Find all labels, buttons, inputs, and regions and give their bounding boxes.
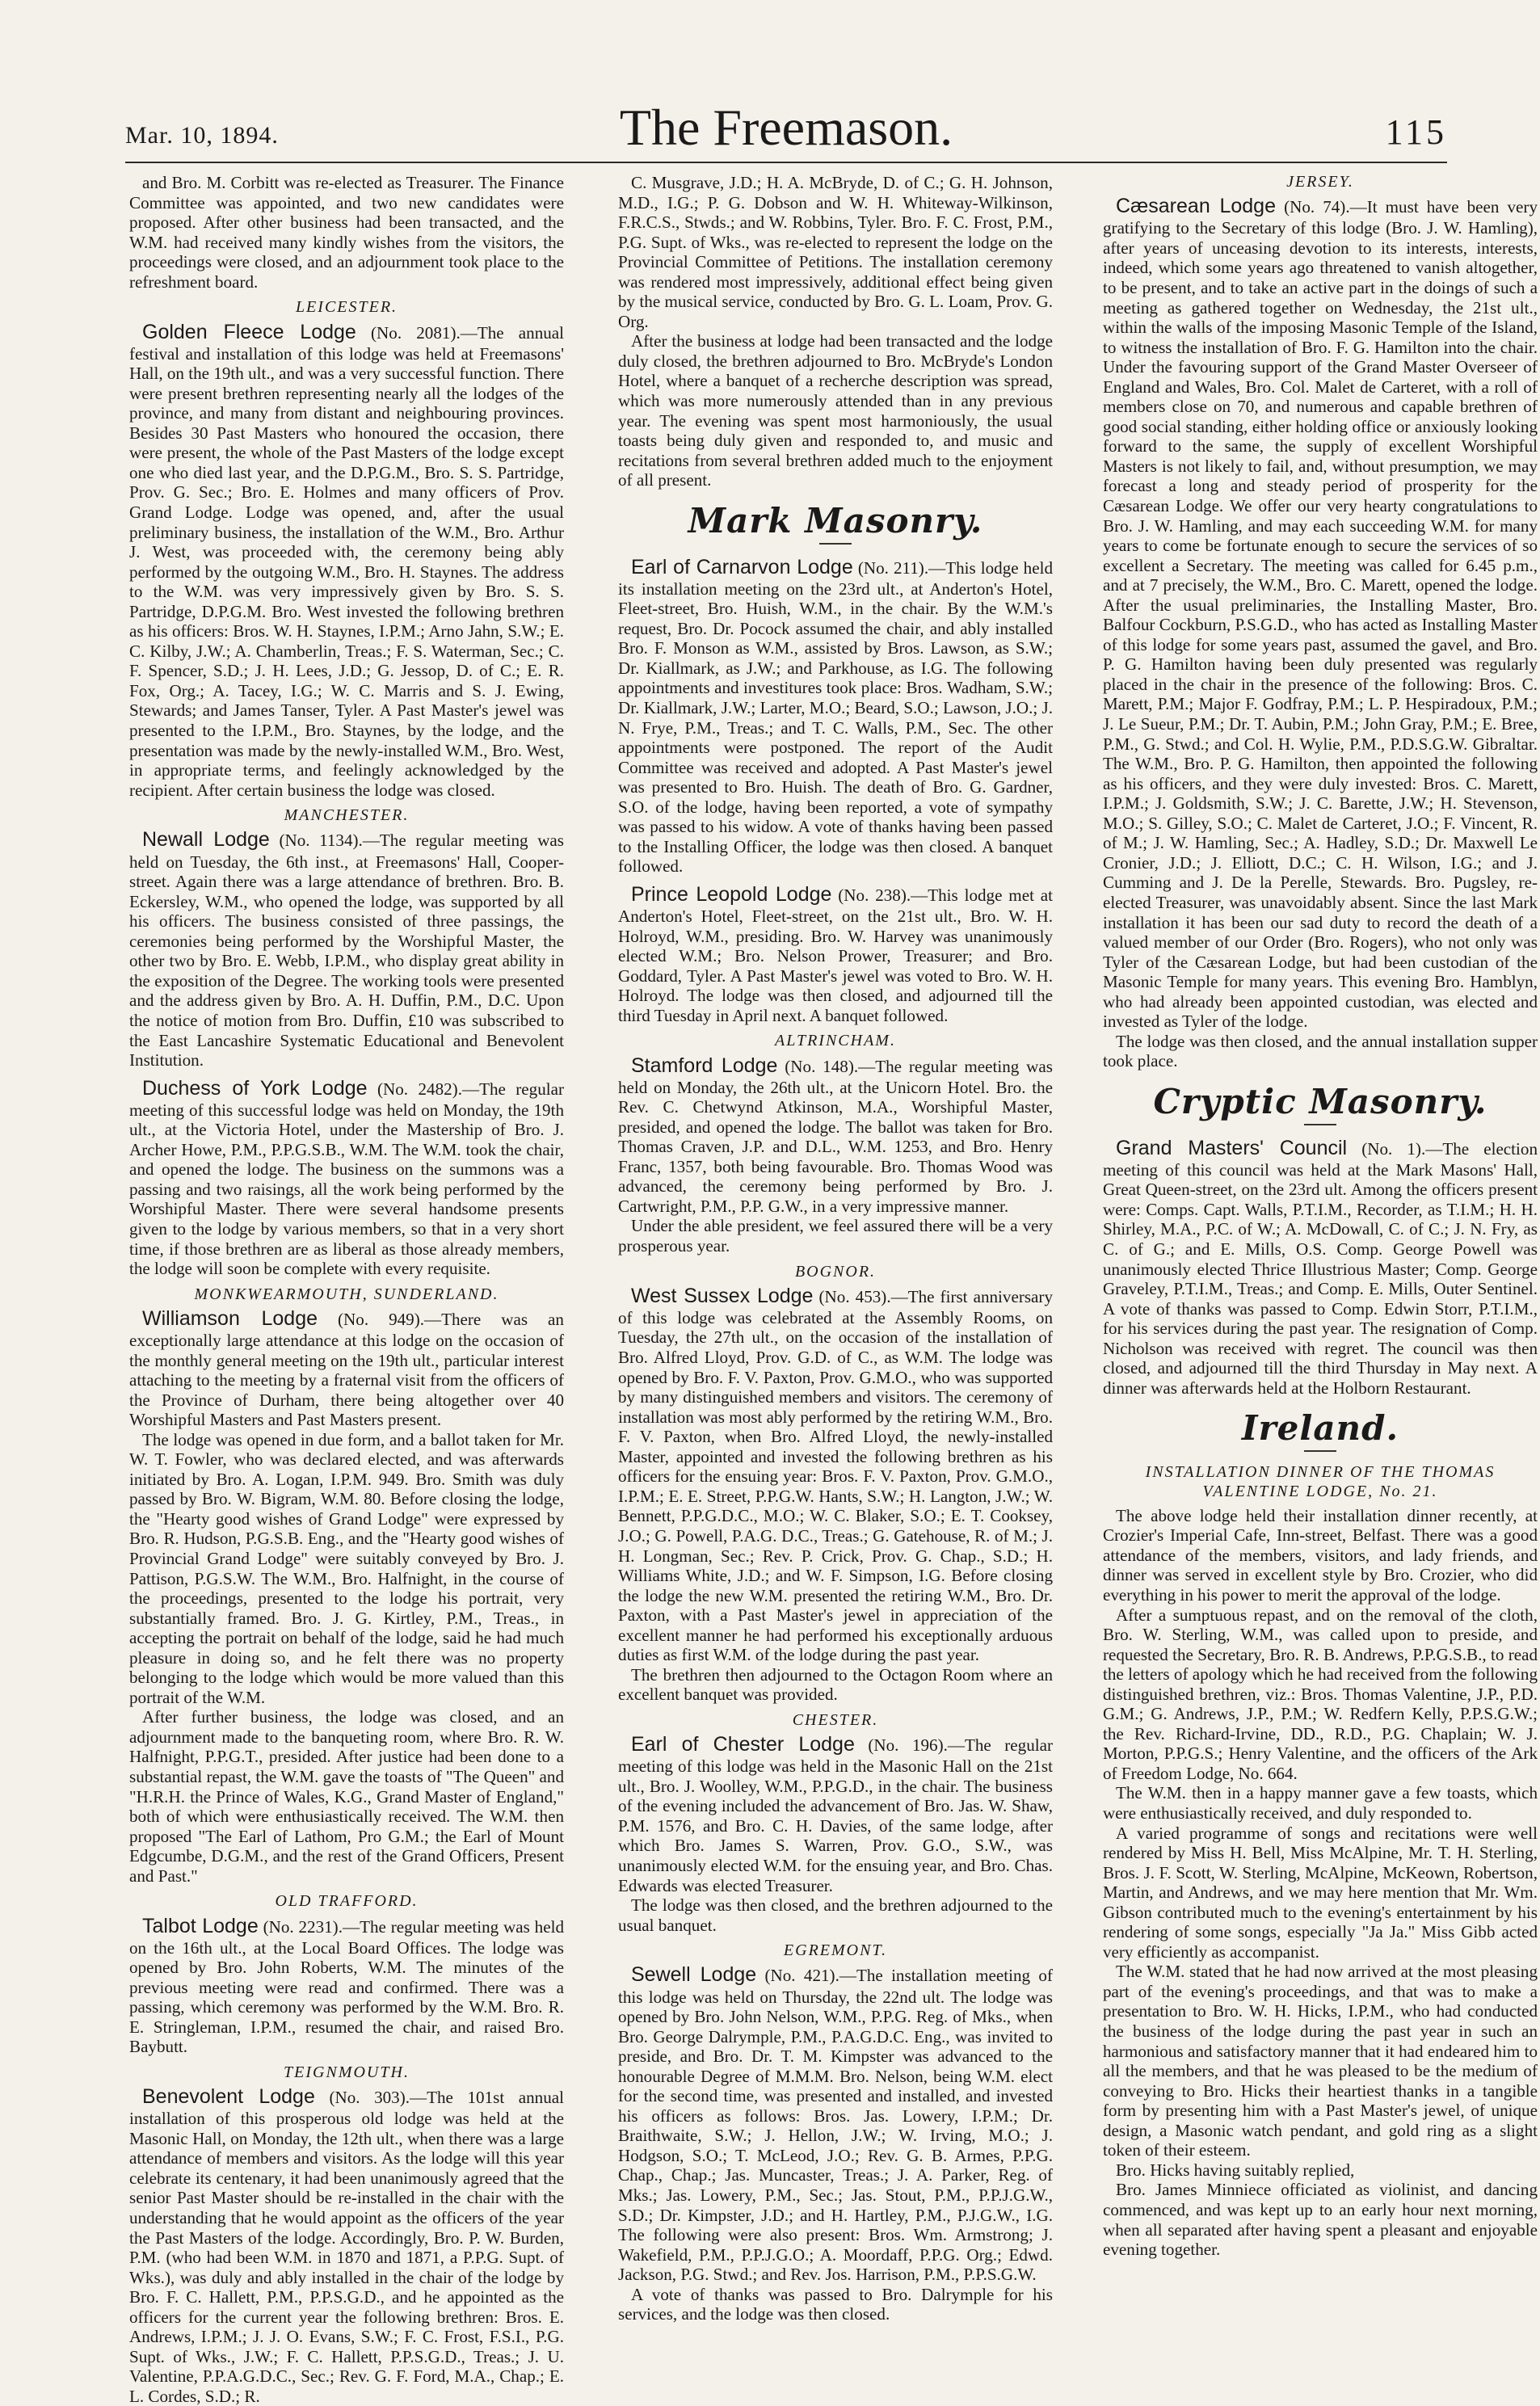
article-paragraph: After further business, the lodge was closed, and an adjournment made to the banqueting room, where Bro. R. W. Halfnight, P.P.G.T., presided. After justice had been done to a substantial repast, the W.M. gave the toasts of "The Queen" and "H.R.H. the Prince of Wales, K.G., Grand Master of England," both of which were enthusiastically received. The W.M. then proposed "The Earl of Lathom, Pro G.M.; the Earl of Mount Edgcumbe, D.G.M., and the rest of the Grand Officers, Present and Past." bbox=[129, 1707, 564, 1886]
section-place-teignmouth: TEIGNMOUTH. bbox=[284, 2063, 410, 2081]
lodge-name: Earl of Chester Lodge bbox=[631, 1733, 855, 1756]
divider bbox=[819, 543, 852, 545]
article-paragraph: A vote of thanks was passed to Bro. Dalrymple for his services, and the lodge was then closed. bbox=[618, 2284, 1053, 2324]
article-newall bbox=[129, 828, 564, 1070]
lodge-number: (No. 1). bbox=[1361, 1138, 1426, 1159]
lodge-name: Newall Lodge bbox=[142, 828, 270, 852]
article-body: —The annual festival and installation of this lodge was held at Freemasons' Hall, on the 19th ult., and was a very successful function. There were present brethren representing nearly all the lodges of the province, and many from distant and neighbouring provinces. Besides 30 Past Masters who honoured the occasion, there were present, the whole of the Past Masters of the lodge except one who died last year, and the D.P.G.M., Bro. S. S. Partridge, Prov. G. Sec.; Bro. E. Holmes and many officers of Prov. Grand Lodge. Lodge was opened, and, after the usual preliminary business, the installation of the W.M., Bro. Arthur J. West, was proceeded with, the ceremony being ably performed by the outgoing W.M., Bro. H. Staynes. The address to the W.M. was very impressively given by Bro. S. S. Partridge, D.P.G.M. Bro. West invested the following brethren as his officers: Bros. W. H. Staynes, I.P.M.; Arno Jahn, S.W.; E. C. Kilby, J.W.; A. Chamberlin, Treas.; F. S. Waterman, Sec.; C. F. Spencer, S.D.; J. H. Lees, J.D.; G. Jessop, D. of C.; E. R. Fox, Org.; A. Tacey, I.G.; W. C. Marris and S. J. Ewing, Stewards; and James Tanser, Tyler. A Past Master's jewel was presented to the I.P.M., Bro. Staynes, by the lodge, and the presentation was made by the newly-installed W.M., Bro. West, in appropriate terms, and feelingly acknowledged by the recipient. After certain business the lodge was closed. bbox=[129, 322, 565, 800]
lodge-number: (No. 453). bbox=[818, 1286, 891, 1306]
article-paragraph: Under the able president, we feel assured there will be a very prosperous year. bbox=[618, 1216, 1053, 1256]
lodge-number: (No. 303). bbox=[329, 2088, 410, 2108]
article-body: —This lodge held its installation meeting on the 23rd ult., at Anderton's Hotel, Fleet-street, Bro. Huish, W.M., in the chair. By the W.M.'s request, Bro. Dr. Pocock assumed the chair, and ably installed Bro. F. Monson as W.M., assisted by Bros. Lawson, as S.W.; Dr. Kiallmark, as J.W.; and Parkhouse, as I.G. The following appointments and investitures took place: Bros. Wadham, S.W.; Dr. Kiallmark, J.W.; Larter, M.O.; Beard, S.O.; Lawson, J.O.; J. N. Frye, P.M., Treas.; and T. C. Walls, P.M., Sec. The other appointments were postponed. The report of the Audit Committee was received and adopted. A Past Master's jewel was presented to Bro. Huish. The death of Bro. G. Gardner, S.O. of the lodge, having been reported, a vote of sympathy was passed to his widow. A vote of thanks having been passed to the Installing Officer, the lodge was then closed. A banquet followed. bbox=[618, 557, 1053, 877]
lodge-number: (No. 238). bbox=[838, 885, 911, 905]
lodge-name: Benevolent Lodge bbox=[142, 2085, 315, 2109]
lodge-name: Golden Fleece Lodge bbox=[142, 320, 356, 343]
divider bbox=[1304, 1450, 1336, 1452]
article-paragraph: A varied programme of songs and recitations were well rendered by Miss H. Bell, Miss McAlpine, Mr. T. H. Sterling, Bros. J. F. Scott, W. Sterling, McAlpine, McKeown, Robertson, Martin, and Andrews, and we may here mention that Mr. Wm. Gibson contributed much to the evening's entertainment by his rendering of some songs, especially "Ja Ja." Miss Gibb acted very efficiently as accompanist. bbox=[1103, 1823, 1538, 1962]
divider bbox=[1304, 1124, 1336, 1125]
article-west-sussex bbox=[618, 1285, 1053, 1665]
article-stamford bbox=[618, 1054, 1053, 1217]
lodge-number: (No. 421). bbox=[764, 1966, 839, 1986]
lodge-name: Duchess of York Lodge bbox=[142, 1076, 368, 1100]
section-place-altrincham: ALTRINCHAM. bbox=[775, 1032, 896, 1050]
article-williamson bbox=[129, 1307, 564, 1430]
article-body: —The regular meeting was held on Tuesday, the 6th inst., at Freemasons' Hall, Cooper-street. Again there was a large attendance of brethren. Bro. B. Eckersley, W.M., who opened the lodge, was supported by all his officers. The business consisted of three passings, the ceremonies being performed by the Worshipful Master, the other two by Bro. E. Webb, I.P.M., who display great ability in the exposition of the Degree. The working tools were presented and the address given by Bro. A. H. Duffin, P.M., D.C. Upon the notice of motion from Bro. Duffin, £10 was subscribed to the East Lancashire Systematic Educational and Benevolent Institution. bbox=[129, 831, 564, 1071]
lodge-number: (No. 949). bbox=[338, 1309, 425, 1329]
section-place-bognor: BOGNOR. bbox=[794, 1262, 877, 1281]
lodge-name: Stamford Lodge bbox=[631, 1054, 778, 1077]
article-paragraph: The above lodge held their installation dinner recently, at Crozier's Imperial Cafe, Inn-street, Belfast. There was a good attendance of the members, visitors, and lady friends, and dinner was served in excellent style by Bro. Crozier, who did everything in his power to merit the approval of the lodge. bbox=[1103, 1505, 1538, 1605]
article-earl-of-chester bbox=[618, 1733, 1053, 1895]
column-2 bbox=[618, 173, 1053, 2324]
lodge-name: Williamson Lodge bbox=[142, 1306, 318, 1330]
article-sewell bbox=[618, 1963, 1053, 2284]
article-paragraph: Bro. James Minniece officiated as violinist, and dancing commenced, and was kept up to an early hour next morning, when all separated after having spent a pleasant and enjoyable evening together. bbox=[1103, 2180, 1538, 2260]
article-paragraph: The lodge was then closed, and the brethren adjourned to the usual banquet. bbox=[618, 1895, 1053, 1935]
lodge-number: (No. 74). bbox=[1284, 197, 1350, 217]
article-benevolent bbox=[129, 2085, 564, 2406]
newspaper-title: The Freemason. bbox=[619, 99, 953, 156]
article-golden-fleece bbox=[129, 321, 564, 801]
section-heading-ireland: Ireland. bbox=[1241, 1408, 1399, 1449]
article-body: —The 101st annual installation of this prosperous old lodge was held at the Masonic Hall, on Monday, the 12th ult., when there was a large attendance of members and visitors. As the lodge will this year celebrate its centenary, it had been unanimously agreed that the senior Past Master should be re-installed in the chair with the understanding that he would appoint as the officers of the year the Past Masters of the lodge. Accordingly, Bro. P. W. Burden, P.M. (who had been W.M. in 1870 and 1871, a P.P.G. Supt. of Wks.), was duly and ably installed in the chair of the lodge by Bro. F. C. Hallett, P.M., P.P.S.G.D., and he appointed as the officers for the current year the following brethren: Bros. E. Andrews, I.P.M.; J. J. O. Evans, S.W.; F. C. Frost, F.S.I., P.G. Supt. of Wks., J.W.; F. C. Hallett, P.P.S.G.D., Treas.; J. U. Valentine, P.P.A.G.D.C., Sec.; Rev. G. F. Ford, M.A., Chap.; E. L. Cordes, S.D.; R. bbox=[129, 2088, 564, 2406]
page-number: 115 bbox=[1385, 112, 1447, 152]
article-carnarvon bbox=[618, 556, 1053, 877]
ireland-subheading: VALENTINE LODGE, No. 21. bbox=[1202, 1482, 1438, 1500]
article-paragraph: After the business at lodge had been transacted and the lodge duly closed, the brethren adjourned to Bro. McBryde's London Hotel, where a banquet of a recherche description was spread, which was more numerously attended than in any previous year. The evening was spent most harmoniously, the usual toasts being duly given and responded to, and music and recitations from several brethren added much to the enjoyment of all present. bbox=[618, 331, 1053, 490]
lodge-number: (No. 196). bbox=[868, 1735, 948, 1756]
article-body: —The regular meeting was held on the 16th ult., at the Local Board Offices. The lodge was opened by Bro. John Roberts, W.M. The minutes of the previous meeting were read and confirmed. There was a passing, which ceremony was performed by the W.M. Bro. R. E. Stringleman, I.P.M., resumed the chair, and raised Bro. Baybutt. bbox=[129, 1916, 564, 2057]
column-1 bbox=[129, 173, 564, 2406]
article-body: —The installation meeting of this lodge was held on Thursday, the 22nd ult. The lodge was opened by Bro. John Nelson, W.M., P.P.G. Reg. of Mks., when Bro. George Dalrymple, P.M., P.A.G.D.C. Eng., was invited to preside, and Bro. Dr. T. M. Kimpster was advanced to the honourable Degree of M.M.M. Bro. Nelson, being W.M. elect for the second time, was presented and installed, and invested his officers as follows: Bros. Jas. Lowery, I.P.M.; Dr. Braithwaite, S.W.; J. Hellon, J.W.; W. Irving, M.O.; J. Hodgson, S.O.; T. McLeod, J.O.; Rev. G. B. Armes, P.P.G. Chap., Chap.; Jas. Muncaster, Treas.; J. A. Parker, Reg. of Mks.; Jas. Lowery, P.M., Sec.; Jas. Stout, P.M., P.P.J.G.W., S.D.; Dr. Kimpster, J.D.; and H. Hartley, P.M., P.J.G.W., I.G. The following were also present: Bros. Wm. Armstrong; J. Wakefield, P.M., P.P.J.G.O.; A. Moordaff, P.P.G. Org.; Edwd. Jackson, P.G. Stwd.; and Rev. Jos. Harrison, P.M., P.P.S.G.W. bbox=[618, 1966, 1053, 2285]
article-talbot bbox=[129, 1915, 564, 2057]
article-body: —The regular meeting was held on Monday, the 26th ult., at the Unicorn Hotel. Bro. the Rev. C. Chetwynd Atkinson, M.A., Worshipful Master, presided, and opened the lodge. The ballot was taken for Bro. Thomas Craven, J.P. and D.L., W.M. 1253, and Bro. Henry Franc, 1357, both being favourable. Bro. Thomas Wood was advanced, the ceremony being performed by Bro. J. Cartwright, P.M., P.P. G.W., in a very impressive manner. bbox=[618, 1056, 1053, 1216]
lodge-number: (No. 2231). bbox=[263, 1916, 343, 1937]
section-place-manchester: MANCHESTER. bbox=[284, 806, 410, 825]
article-paragraph: Bro. Hicks having suitably replied, bbox=[1116, 2160, 1355, 2180]
article-prince-leopold bbox=[618, 883, 1053, 1025]
header-rule bbox=[125, 162, 1447, 163]
section-heading-cryptic-masonry: Cryptic Masonry. bbox=[1153, 1081, 1487, 1121]
article-caesarean bbox=[1103, 195, 1538, 1032]
section-place-chester: CHESTER. bbox=[792, 1710, 879, 1729]
article-paragraph: The brethren then adjourned to the Octagon Room where an excellent banquet was provided. bbox=[618, 1664, 1053, 1705]
article-continuation: and Bro. M. Corbitt was re-elected as Treasurer. The Finance Committee was appointed, and two new candidates were proposed. After other business had been transacted, and the W.M. had received many kindly wishes from the visitors, the proceedings were closed, and an adjournment took place to the refreshment board. bbox=[129, 173, 564, 292]
article-duchess-of-york bbox=[129, 1077, 564, 1279]
lodge-number: (No. 211). bbox=[857, 557, 929, 578]
issue-date: Mar. 10, 1894. bbox=[125, 122, 279, 149]
article-continuation: C. Musgrave, J.D.; H. A. McBryde, D. of C.; G. H. Johnson, M.D., I.G.; P. G. Dobson and W. H. Whiteway-Wilkinson, F.R.C.S., Stwds.; and W. Robbins, Tyler. Bro. F. C. Frost, P.M., P.G. Supt. of Wks., was re-elected to represent the lodge on the Provincial Committee of Petitions. The installation ceremony was rendered most impressively, additional effect being given by the musical service, conducted by Bro. G. L. Loam, Prov. G. Org. bbox=[618, 173, 1053, 331]
lodge-name: Cæsarean Lodge bbox=[1116, 195, 1276, 218]
lodge-name: Talbot Lodge bbox=[142, 1914, 259, 1937]
lodge-name: West Sussex Lodge bbox=[631, 1284, 814, 1307]
article-body: —This lodge met at Anderton's Hotel, Fleet-street, on the 21st ult., Bro. W. H. Holroyd, W.M., presiding. Bro. W. Harvey was unanimously elected W.M.; Bro. Nelson Prower, Treasurer; and Bro. Goddard, Tyler. A Past Master's jewel was voted to Bro. W. H. Holroyd. The lodge was then closed, and adjourned till the third Tuesday in April next. A banquet followed. bbox=[618, 885, 1054, 1025]
section-place-monkwearmouth: MONKWEARMOUTH, SUNDERLAND. bbox=[194, 1285, 499, 1303]
lodge-name: Earl of Carnarvon Lodge bbox=[631, 555, 853, 578]
article-body: —The election meeting of this council was held at the Mark Masons' Hall, Great Queen-street, on the 23rd ult. Among the officers present were: Comps. Capt. Walls, P.T.I.M., Recorder, as T.I.M.; H. H. Shirley, M.A., P.C. of W.; A. McDowall, C. of C.; J. N. Fry, as C. of G.; and E. Mills, O.S. Comp. George Powell was unanimously elected Thrice Illustrious Master; Comp. George Graveley, P.T.I.M., Treas.; and Comp. E. Mills, Outer Sentinel. A vote of thanks was passed to Comp. Edwin Storr, P.T.I.M., for his services during the past year. The resignation of Comp. Nicholson was received with regret. The council was then closed, and adjourned till the third Thursday in May next. A dinner was afterwards held at the Holborn Restaurant. bbox=[1103, 1138, 1538, 1398]
section-heading-mark-masonry: Mark Masonry. bbox=[688, 500, 983, 541]
article-body: —It must have been very gratifying to the Secretary of this lodge (Bro. J. W. Hamling), after years of unceasing devotion to its interests, interests, indeed, which some years ago threatened to vanish altogether, to be present, and to take an active part in the doings of such a meeting as gathered together on Wednesday, the 21st ult., within the walls of the imposing Masonic Temple of the Island, to witness the installation of Bro. F. G. Hamilton into the chair. Under the favouring support of the Grand Master Overseer of England and Wales, Bro. Col. Malet de Carteret, with a roll of members close on 70, and numerous and capable brethren of good social standing, either holding office or anxiously looking forward to the same, the supply of excellent Worshipful Masters is not likely to fail, and, without presumption, we may forecast a long and steady period of prosperity for the Cæsarean Lodge. We offer our very hearty congratulations to Bro. J. W. Hamling, and may each succeeding W.M. for many years to come be fortunate enough to secure the services of so excellent a Secretary. The meeting was called for 6.45 p.m., and at 7 precisely, the W.M., Bro. C. Marett, opened the lodge. After the usual preliminaries, the Installing Master, Bro. Balfour Cockburn, P.S.G.D., who has acted as Installing Master of this lodge for some years past, assumed the gavel, and Bro. P. G. Hamilton having been duly presented was regularly placed in the chair in the presence of the following: Bros. C. Marett, P.M.; Major F. Godfray, P.M.; L. P. Hespiradoux, P.M.; J. Le Sueur, P.M.; Dr. T. Aubin, P.M.; John Gray, P.M.; E. Bree, P.M., G. Stwd.; and Col. H. Wylie, P.M., P.D.S.G.W. Gibraltar. The W.M., Bro. P. G. Hamilton, then appointed the following as his officers, and they were duly invested: Bros. C. Marett, I.P.M.; J. Goldsmith, S.W.; J. C. Barette, J.W.; H. Stevenson, M.O.; S. Gilley, S.O.; C. Malet de Carteret, J.O.; F. Vincent, R. of M.; J. W. Hamling, Sec.; A. Hadley, S.D.; Dr. Maxwell Le Cronier, J.D.; J. Elliott, D.C.; C. H. Wilson, I.G.; and J. Cumming and J. De la Perelle, Stewards. Bro. Pugsley, re-elected Treasurer, was unavoidably absent. Since the last Mark installation it has been our sad duty to record the death of a valued member of our Order (Bro. Rogers), who not only was Tyler of the Cæsarean Lodge, but had been custodian of the Masonic Temple for many years. This evening Bro. Hamblyn, who had already been appointed custodian, was elected and invested as Tyler of the lodge. bbox=[1103, 197, 1538, 1032]
article-body: —The first anniversary of this lodge was celebrated at the Assembly Rooms, on Tuesday, the 27th ult., on the occasion of the installation of Bro. Alfred Lloyd, Prov. G.D. of C., as W.M. The lodge was opened by Bro. F. V. Paxton, Prov. G.M.O., who was supported by many distinguished members and visitors. The ceremony of installation was most ably performed by the retiring W.M., Bro. F. V. Paxton, when Bro. Alfred Lloyd, the newly-installed Master, appointed and invested the following brethren as his officers for the ensuing year: Bros. F. V. Paxton, Prov. G.M.O., I.P.M.; E. E. Street, P.P.G.W. Hants, S.W.; H. Langton, J.W.; W. Bennett, P.P.G.D.C., M.O.; W. C. Blaker, S.O.; E. T. Cooksey, J.O.; G. Powell, P.A.G. D.C., Treas.; G. Gatehouse, R. of M.; J. H. Longman, Sec.; Rev. P. Crick, Prov. G. Chap., S.D.; H. Williams White, J.D.; and W. F. Simpson, I.G. Before closing the lodge the new W.M. presented the retiring W.M., Bro. Dr. Paxton, with a Past Master's jewel in appreciation of the excellent manner he had performed his exceptionally arduous duties as first W.M. of the lodge during the past year. bbox=[618, 1286, 1053, 1665]
article-body: —The regular meeting of this successful lodge was held on Monday, the 19th ult., at the Victoria Hotel, under the Mastership of Bro. J. Archer Howe, P.M., P.P.G.S.B., W.M. The W.M. took the chair, and opened the lodge. The business on the summons was a passing and two raisings, all the work being performed by the Worshipful Master. There were several handsome presents given to the lodge by various members, so that in a very short time, if those brethren are as liberal as those already members, the lodge will soon be complete with every requisite. bbox=[129, 1079, 564, 1279]
lodge-number: (No. 1134). bbox=[279, 831, 363, 851]
section-place-jersey: JERSEY. bbox=[1286, 173, 1354, 191]
lodge-name: Sewell Lodge bbox=[631, 1963, 757, 1987]
article-grand-masters-council bbox=[1103, 1137, 1538, 1399]
lodge-name: Grand Masters' Council bbox=[1116, 1136, 1348, 1159]
masthead bbox=[125, 97, 1447, 158]
article-paragraph: The W.M. then in a happy manner gave a few toasts, which were enthusiastically received, and duly responded to. bbox=[1103, 1783, 1538, 1823]
section-place-leicester: LEICESTER. bbox=[295, 298, 398, 317]
lodge-name: Prince Leopold Lodge bbox=[631, 882, 832, 906]
section-place-egremont: EGREMONT. bbox=[783, 1941, 888, 1960]
lodge-number: (No. 148). bbox=[785, 1056, 859, 1076]
article-paragraph: The lodge was then closed, and the annual installation supper took place. bbox=[1103, 1031, 1538, 1071]
article-paragraph: The W.M. stated that he had now arrived at the most pleasing part of the evening's proceedings, and that was to make a presentation to Bro. W. H. Hicks, I.P.M., who had conducted the business of the lodge during the past year in such an harmonious and satisfactory manner that it had endeared him to all the members, and that he was pleased to be the medium of conveying to Bro. Hicks their heartiest thanks in a tangible form by presenting him with a Past Master's jewel, of unique design, a Masonic watch pendant, and gold ring as a slight token of their esteem. bbox=[1103, 1962, 1538, 2160]
column-3 bbox=[1103, 173, 1538, 2260]
ireland-subheading: INSTALLATION DINNER OF THE THOMAS bbox=[1145, 1463, 1496, 1482]
article-paragraph: After a sumptuous repast, and on the removal of the cloth, Bro. W. Sterling, W.M., was called upon to preside, and requested the Secretary, Bro. R. B. Andrews, P.P.G.S.B., to read the letters of apology which he had received from the following distinguished brethren, viz.: Bros. Thomas Valentine, J.P., P.D. G.M.; G. Andrews, J.P., P.M.; W. Redfern Kelly, P.P.S.G.W.; the Rev. Richard-Irvine, DD., R.D., P.G. Chaplain; W. J. Morton, P.P.G.S.; Henry Valentine, and the officers of the Ark of Freedom Lodge, No. 664. bbox=[1103, 1605, 1538, 1783]
article-body: —The regular meeting of this lodge was held in the Masonic Hall on the 21st ult., Bro. J. Woolley, W.M., P.P.G.D., in the chair. The business of the evening included the advancement of Bro. Jas. W. Shaw, P.M. 1576, and Bro. C. H. Davies, of the same lodge, after which Bro. James S. Warren, Prov. G.O., S.W., was unanimously elected W.M. for the ensuing year, and Bro. Chas. Edwards was elected Treasurer. bbox=[618, 1735, 1054, 1895]
article-body: —There was an exceptionally large attendance at this lodge on the occasion of the monthly general meeting on the 19th ult., particular interest attaching to the meeting by a fraternal visit from the officers of the Province of Durham, there being altogether over 40 Worshipful Masters and Past Masters present. bbox=[129, 1309, 564, 1430]
lodge-number: (No. 2482). bbox=[377, 1079, 462, 1099]
lodge-number: (No. 2081). bbox=[371, 322, 461, 343]
article-paragraph: The lodge was opened in due form, and a ballot taken for Mr. W. T. Fowler, who was declared elected, and was afterwards initiated by Bro. A. Logan, I.P.M. 949. Bro. Smith was duly passed by Bro. W. Bigram, W.M. 80. Before closing the lodge, the "Hearty good wishes of Grand Lodge" were expressed by Bro. R. Hudson, P.G.S.B. Eng., and the "Hearty good wishes of Provincial Grand Lodge" were suitably conveyed by Bro. J. Pattison, P.G.S.W. The W.M., Bro. Halfnight, in the course of the proceedings, presented to the lodge his portrait, very substantially framed. Bro. J. G. Kirtley, P.M., Treas., in accepting the portrait on behalf of the lodge, said he had much pleasure in doing so, and he felt there was no property belonging to the lodge which would be more valued than this portrait of the W.M. bbox=[129, 1429, 564, 1707]
section-place-old-trafford: OLD TRAFFORD. bbox=[275, 1892, 419, 1911]
